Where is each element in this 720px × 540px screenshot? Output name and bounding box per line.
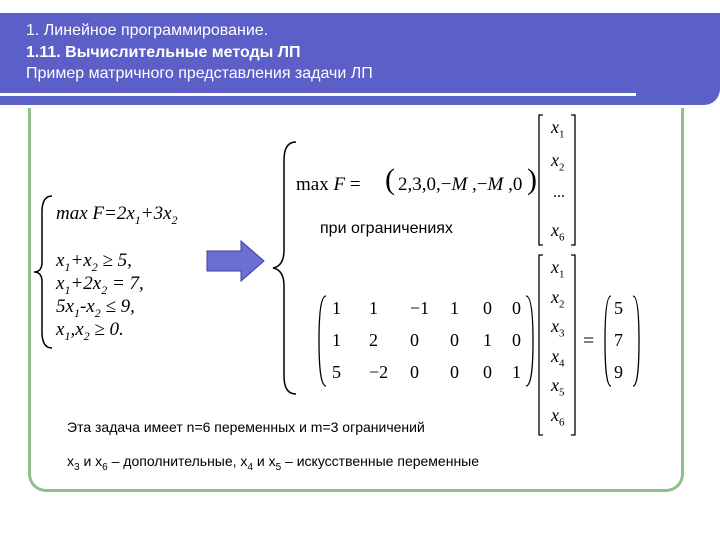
matrix-a-cell: 5 [332,362,341,382]
matrix-a-cell: 0 [450,362,459,382]
matrix-a-cell: 1 [332,298,341,318]
matrix-a-cell: −2 [369,362,389,382]
x-var-2: $x_2$ [551,150,565,174]
slide-title: Пример матричного представления задачи ЛП [26,65,373,82]
x-vector-entry: $x_2$ [551,286,565,311]
constraint-3: $5x_1-x_2 \le 9$, [56,296,135,320]
coeff-row: 2,3,0,−M ,−M ,0 [398,174,523,195]
objective-function: $\max F=2x_1+3x_2$ [56,203,178,227]
matrix-a-cell: −1 [410,298,430,318]
matrix-a-cell: 0 [483,362,492,382]
matrix-a-cell: 1 [369,298,378,318]
left-brace [32,192,56,352]
x-vector-entry: $x_6$ [551,404,565,429]
slide-header [0,13,720,105]
constraints-label: при ограничениях [320,220,453,237]
matrix-objective-prefix: max F = [296,174,361,195]
section-title: 1. Линейное программирование. [26,22,269,39]
equals-sign: = [583,330,595,352]
x-var-1: $x_1$ [551,117,565,141]
constraint-1: $x_1+x_2 \ge 5$, [56,250,132,274]
matrix-a-cell: 0 [483,298,492,318]
matrix-a-cell: 0 [512,330,521,350]
transform-arrow-icon [205,238,267,284]
b-vector-entry: 5 [614,298,623,318]
matrix-a-cell: 0 [410,330,419,350]
matrix-a-cell: 0 [512,298,521,318]
matrix-a-cell: 0 [410,362,419,382]
coeff-close-paren: ) [527,163,537,196]
subsection-title: 1.11. Вычислительные методы ЛП [26,44,301,61]
matrix-a-cell: 1 [332,330,341,350]
note-dimensions: Эта задача имеет n=6 переменных и m=3 ограничений [67,419,425,435]
x-vector-entry: $x_4$ [551,345,565,370]
matrix-a-cell: 1 [512,362,521,382]
constraint-nonneg: $x_1,x_2 \ge 0$. [56,319,124,343]
matrix-a-cell: 2 [369,330,378,350]
x-var-6: $x_6$ [551,220,565,244]
matrix-a-cell: 0 [450,330,459,350]
x-vector-entry: $x_1$ [551,257,565,281]
matrix-a-cell: 1 [450,298,459,318]
note-variables: $x_3$ и $x_6$ – дополнительные, $x_4$ и $x_5$ – искусственные переменные [67,453,480,473]
b-vector-entry: 7 [614,330,623,350]
matrix-a-cell: 1 [483,330,492,350]
header-divider [0,93,636,96]
b-vector-entry: 9 [614,362,623,382]
x-vector-entry: $x_3$ [551,316,565,340]
x-var-ellipsis: ... [553,184,565,201]
x-vector-entry: $x_5$ [551,375,565,399]
constraint-2: $x_1+2x_2 = 7$, [56,273,144,297]
coeff-open-paren: ( [385,163,395,196]
